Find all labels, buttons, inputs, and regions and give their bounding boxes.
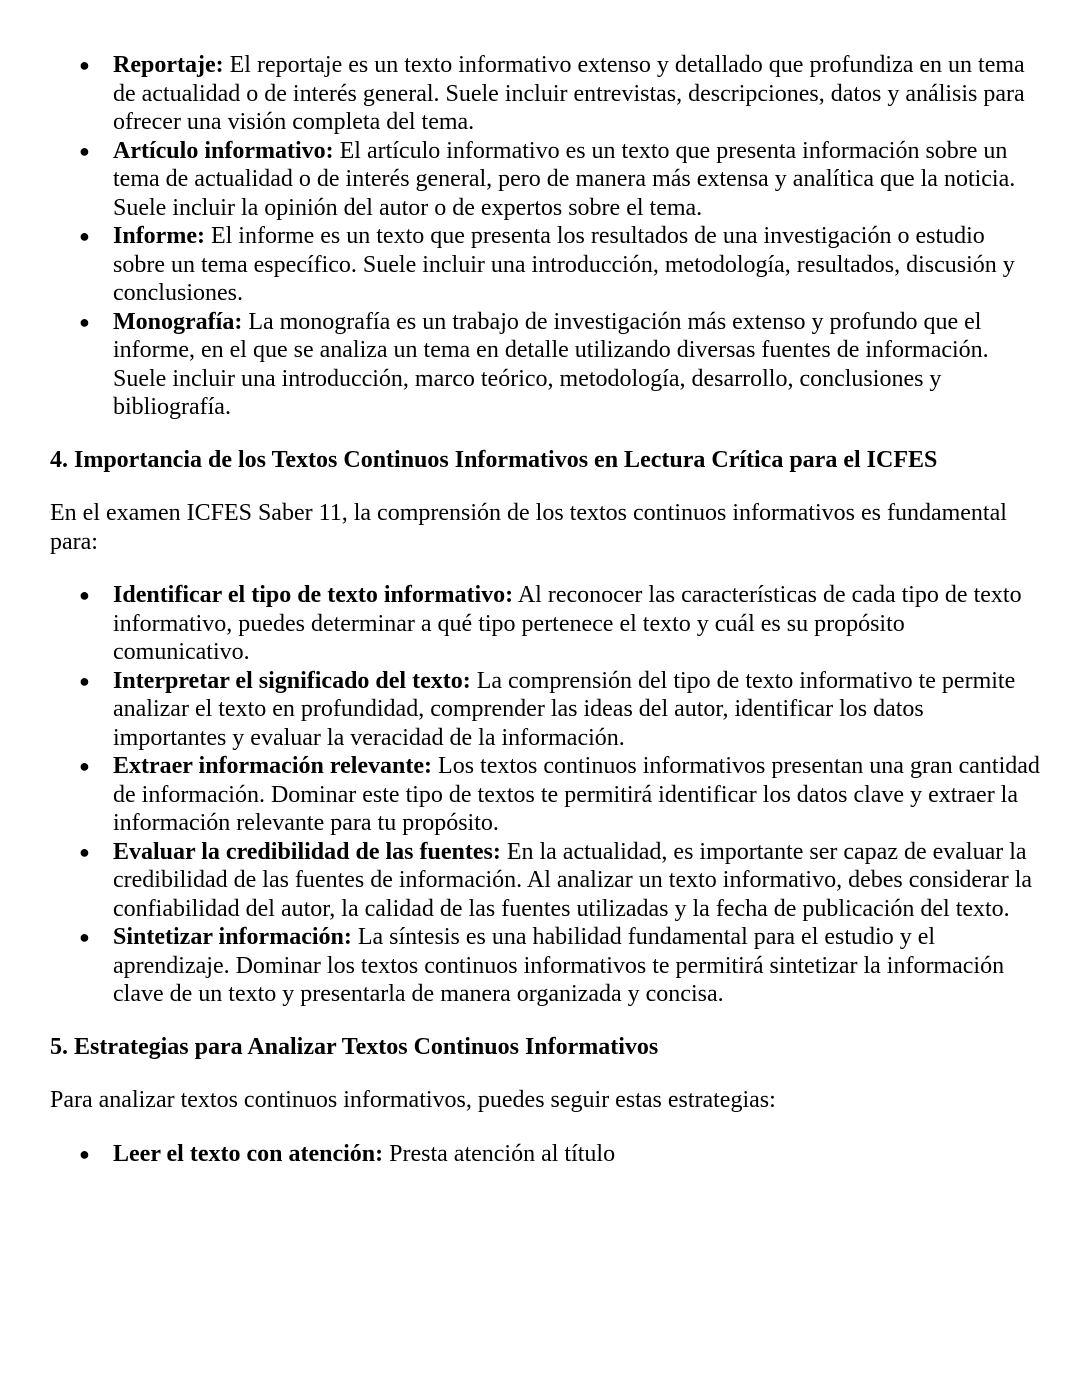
section-5-intro: Para analizar textos continuos informativos, puedes seguir estas estrategias: bbox=[50, 1087, 776, 1113]
list-item-text: La monografía es un trabajo de investigación más extenso y profundo que el informe, en el que se analiza un tema en detalle utilizando diversas fuentes de información. Suele incluir una introducción, marco teórico, metodología, desarrollo, conclusiones y bibliografía. bbox=[113, 308, 989, 420]
list-item bbox=[79, 308, 1040, 422]
list-item-term: Reportaje: bbox=[113, 52, 224, 78]
list-item-text: Al reconocer las características de cada tipo de texto informativo, puedes determinar a qué tipo pertenece el texto y cuál es su propósito comunicativo. bbox=[113, 582, 1022, 665]
list-item-text: La síntesis es una habilidad fundamental para el estudio y el aprendizaje. Dominar los textos continuos informativos te permitirá sintetizar la información clave de un texto y presentarla de manera organizada y concisa. bbox=[113, 924, 1005, 1007]
list-item-text: En la actualidad, es importante ser capaz de evaluar la credibilidad de las fuentes de información. Al analizar un texto informativo, debes considerar la confiabilidad del autor, la calidad de las fuentes utilizadas y la fecha de publicación del texto. bbox=[113, 838, 1033, 922]
list-item bbox=[79, 581, 1040, 667]
section-4-intro: En el examen ICFES Saber 11, la comprensión de los textos continuos informativos es fundamental para: bbox=[50, 500, 1007, 555]
list-item-term: Monografía: bbox=[113, 308, 243, 335]
list-item bbox=[79, 137, 1040, 223]
text-types-list bbox=[50, 51, 1040, 422]
list-item-text: Los textos continuos informativos presentan una gran cantidad de información. Dominar este tipo de textos te permitirá identificar los datos clave y extraer la información relevante para tu propósito. bbox=[113, 753, 1040, 836]
section-4-heading: 4. Importancia de los Textos Continuos Informativos en Lectura Crítica para el ICFES bbox=[50, 446, 938, 473]
list-item bbox=[79, 667, 1040, 753]
list-item-term: Sintetizar información: bbox=[113, 924, 352, 950]
list-item-term: Interpretar el significado del texto: bbox=[113, 667, 471, 694]
list-item-text: El informe es un texto que presenta los resultados de una investigación o estudio sobre un tema específico. Suele incluir una introducción, metodología, resultados, discusión y conclusiones. bbox=[113, 223, 1015, 306]
list-item-term: Extraer información relevante: bbox=[113, 753, 433, 779]
bullet-icon: ● bbox=[79, 55, 90, 75]
bullet-icon: ● bbox=[79, 226, 90, 246]
bullet-icon: ● bbox=[79, 670, 90, 691]
list-item bbox=[79, 838, 1040, 924]
bullet-icon: ● bbox=[79, 311, 90, 332]
strategies-list bbox=[50, 1140, 1040, 1169]
list-item-term: Artículo informativo: bbox=[113, 137, 334, 164]
bullet-icon: ● bbox=[79, 756, 90, 776]
document-page bbox=[50, 51, 1040, 1168]
list-item-text: El reportaje es un texto informativo extenso y detallado que profundiza en un tema de actualidad o de interés general. Suele incluir entrevistas, descripciones, datos y análisis para ofrecer una visión completa del tema. bbox=[113, 52, 1025, 135]
list-item-term: Identificar el tipo de texto informativo: bbox=[113, 582, 514, 608]
importance-list bbox=[50, 581, 1040, 1009]
list-item-text: La comprensión del tipo de texto informativo te permite analizar el texto en profundidad, comprender las ideas del autor, identificar los datos importantes y evaluar la veracidad de la información. bbox=[113, 667, 1016, 751]
list-item bbox=[79, 752, 1040, 838]
list-item-text: Presta atención al título bbox=[383, 1140, 616, 1167]
list-item-term: Leer el texto con atención: bbox=[113, 1140, 384, 1167]
list-item bbox=[79, 1140, 1040, 1169]
section-5-heading: 5. Estrategias para Analizar Textos Continuos Informativos bbox=[50, 1033, 659, 1060]
bullet-icon: ● bbox=[79, 927, 90, 947]
list-item-term: Evaluar la credibilidad de las fuentes: bbox=[113, 838, 501, 865]
bullet-icon: ● bbox=[79, 140, 90, 161]
list-item bbox=[79, 51, 1040, 137]
bullet-icon: ● bbox=[79, 841, 90, 862]
bullet-icon: ● bbox=[79, 585, 90, 605]
list-item-term: Informe: bbox=[113, 223, 205, 249]
list-item bbox=[79, 923, 1040, 1009]
list-item-text: El artículo informativo es un texto que presenta información sobre un tema de actualidad o de interés general, pero de manera más extensa y analítica que la noticia. Suele incluir la opinión del autor o de expertos sobre el tema. bbox=[113, 137, 1016, 221]
bullet-icon: ● bbox=[79, 1143, 90, 1164]
list-item bbox=[79, 222, 1040, 308]
